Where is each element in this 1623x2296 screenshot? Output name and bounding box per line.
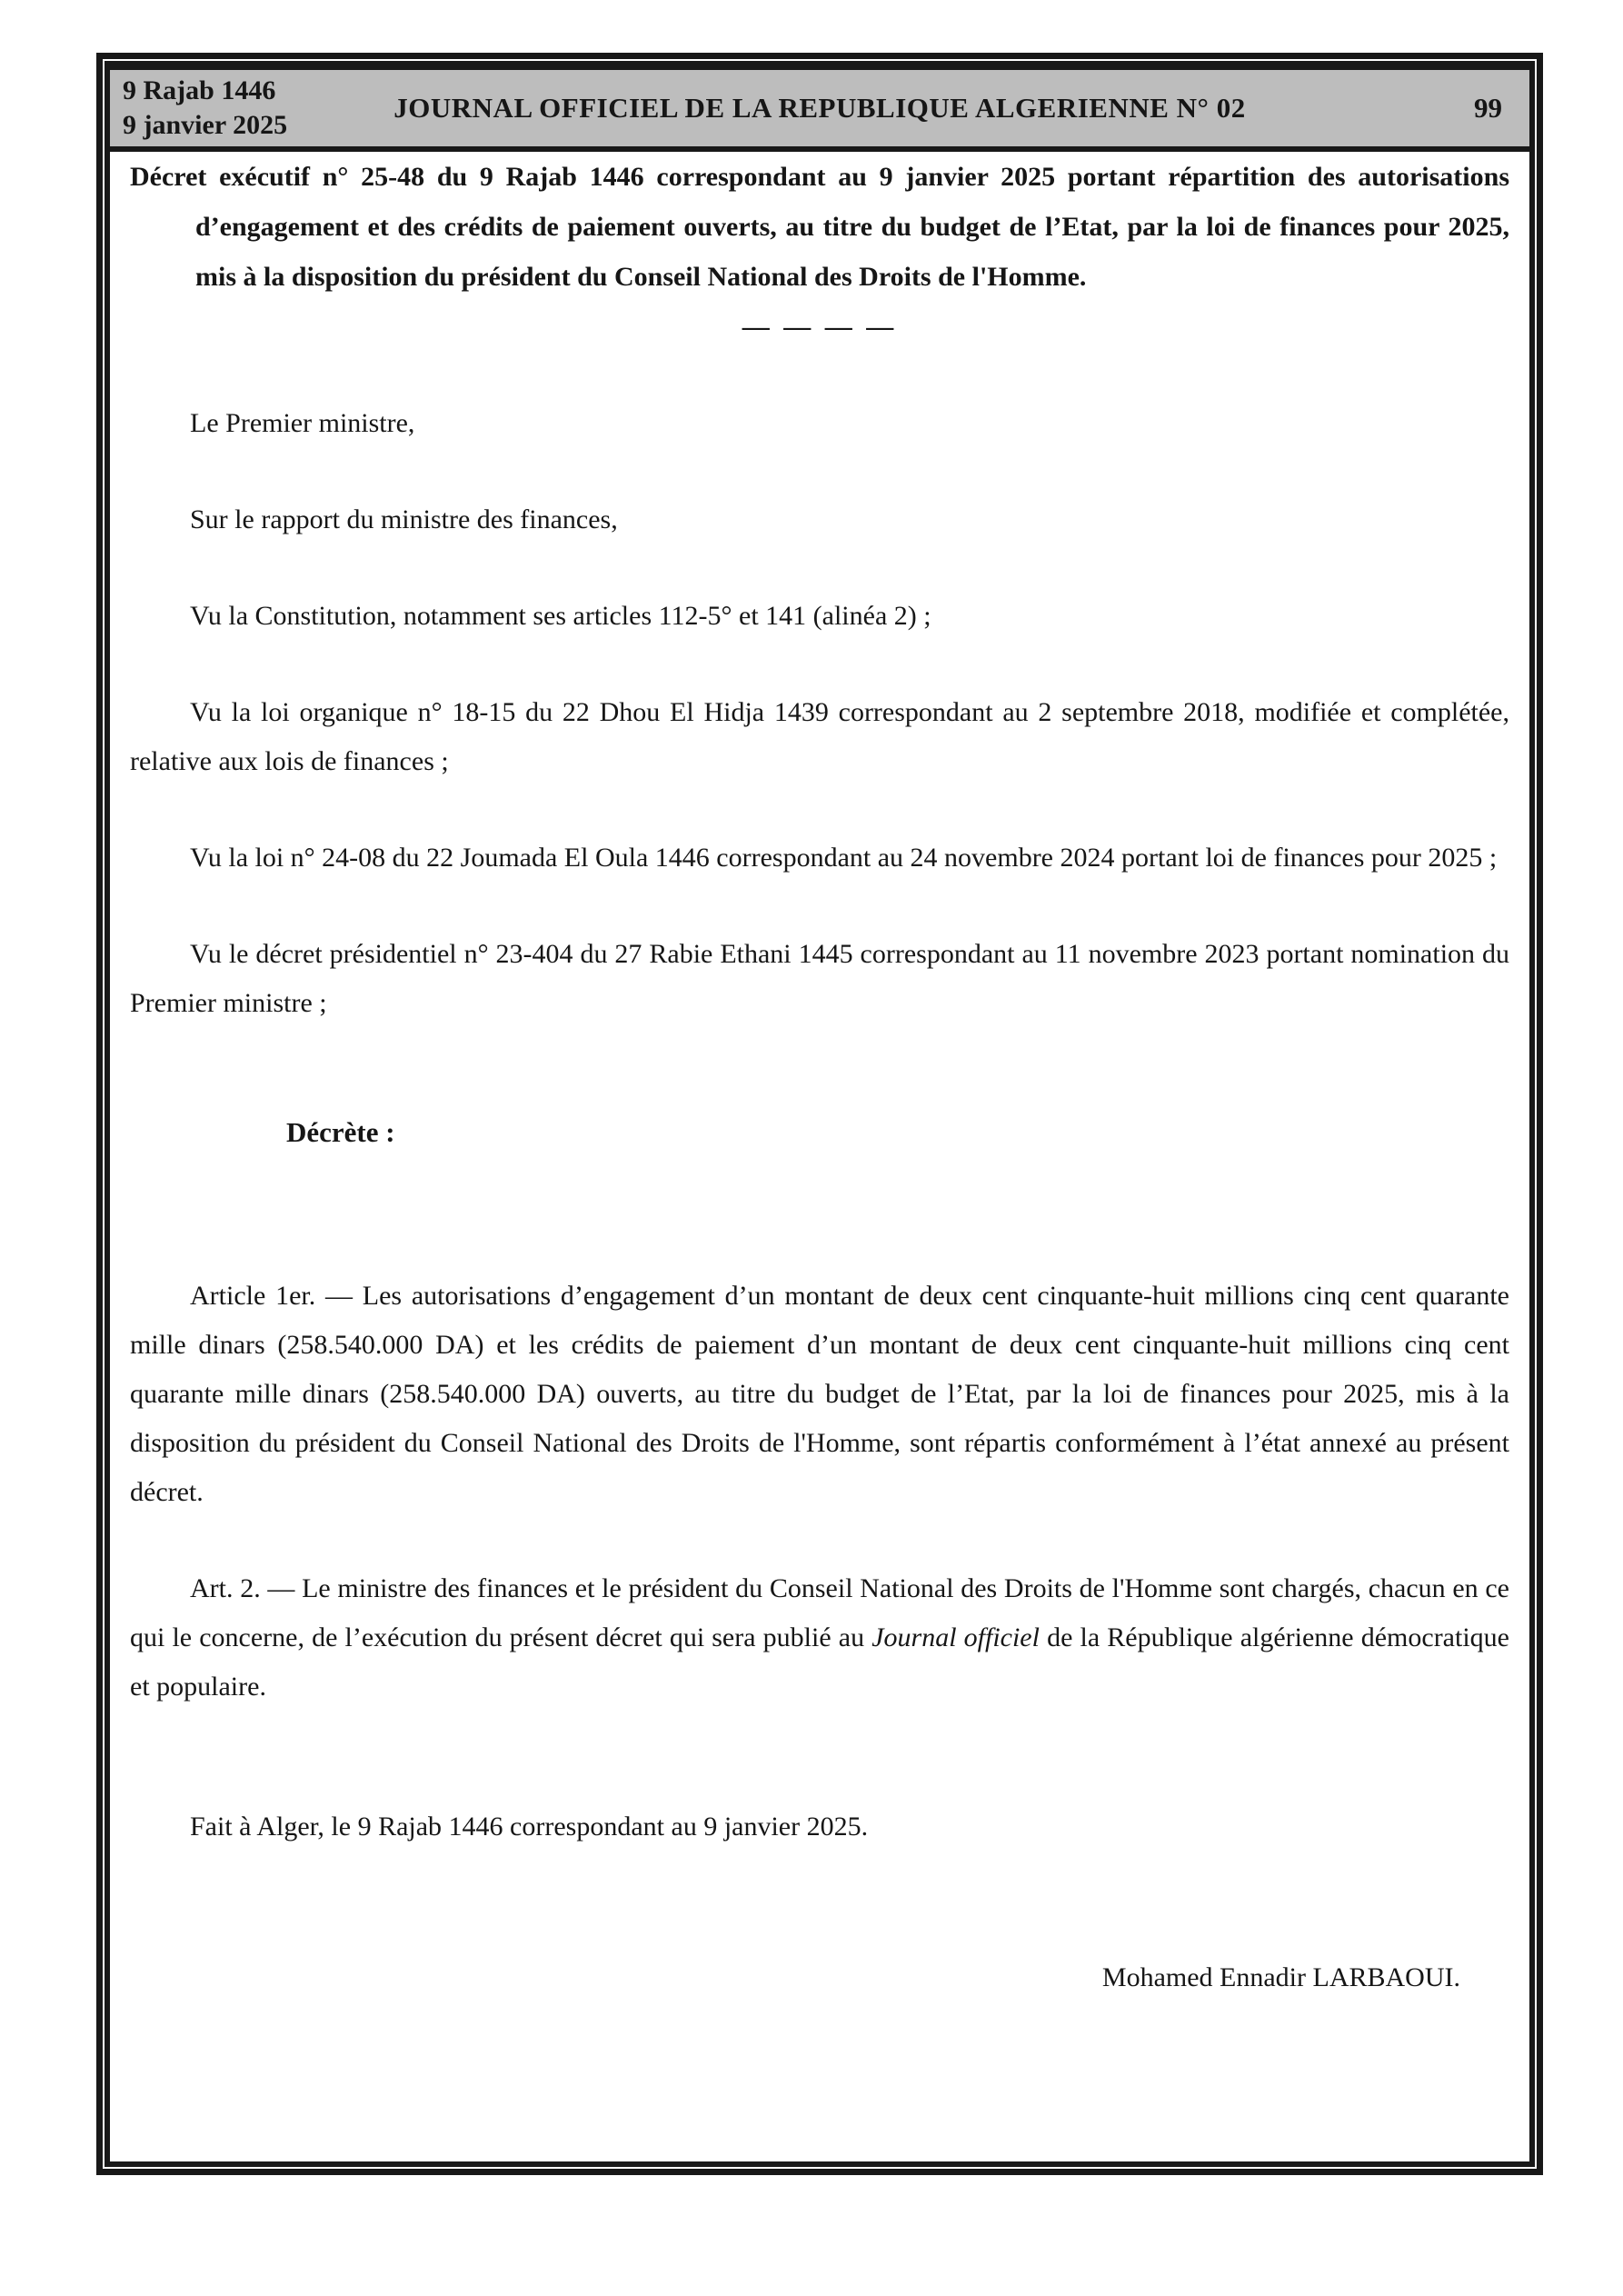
journal-officiel-italic: Journal officiel (871, 1622, 1040, 1652)
paragraph-vu-constitution: Vu la Constitution, notamment ses articles 112-5° et 141 (alinéa 2) ; (190, 601, 931, 631)
article-2 (130, 1564, 1509, 1712)
date-hijri: 9 Rajab 1446 (123, 75, 276, 105)
paragraph-vu-decret-presidentiel: Vu le décret présidentiel n° 23-404 du 27 Rabie Ethani 1445 correspondant au 11 novembre 2023 portant nomination du Premier ministre ; (130, 939, 1509, 1018)
paragraph-rapport-ministre: Sur le rapport du ministre des finances, (190, 504, 618, 534)
journal-header (110, 66, 1529, 152)
article-2-text: Art. 2. — Le ministre des finances et le président du Conseil National des Droits de l'Homme sont chargés, chacun en ce qui le concerne, de l’exécution du présent décret qui sera publié au (130, 1573, 1509, 1652)
page-frame (96, 53, 1543, 2175)
date-gregorian: 9 janvier 2025 (123, 110, 288, 140)
decree-heading: Décrète : (286, 1116, 395, 1148)
signature-name: Mohamed Ennadir LARBAOUI. (1101, 1962, 1460, 1992)
paragraph-vu-loi-organique: Vu la loi organique n° 18-15 du 22 Dhou El Hidja 1439 correspondant au 2 septembre 2018, modifiée et complétée, relative aux lois de finances ; (130, 697, 1509, 776)
page-frame-inner (105, 61, 1535, 2167)
decree-body (110, 152, 1529, 2161)
article-2-text-end: de la République algérienne démocratique et populaire. (130, 1622, 1509, 1702)
journal-title: JOURNAL OFFICIEL DE LA REPUBLIQUE ALGERIENNE N° 02 (393, 92, 1246, 124)
decree-title: Décret exécutif n° 25-48 du 9 Rajab 1446 correspondant au 9 janvier 2025 portant répartition des autorisations d’engagement et des crédits de paiement ouverts, au titre du budget de l’Etat, par la loi de finances pour 2025, mis à la disposition du président du Conseil National des Droits de l'Homme. (130, 162, 1509, 292)
paragraph-premier-ministre: Le Premier ministre, (190, 408, 415, 438)
article-1: Article 1er. — Les autorisations d’engagement d’un montant de deux cent cinquante-huit millions cinq cent quarante mille dinars (258.540.000 DA) et les crédits de paiement d’un montant de deux cent cinquante-huit millions cinq cent quarante mille dinars (258.540.000 DA) ouverts, au titre du budget de l’Etat, par la loi de finances pour 2025, mis à la disposition du président du Conseil National des Droits de l'Homme, sont répartis conformément à l’état annexé au présent décret. (130, 1281, 1509, 1507)
separator-dashes: — — — — (742, 312, 898, 342)
closing-line: Fait à Alger, le 9 Rajab 1446 correspondant au 9 janvier 2025. (190, 1812, 869, 1842)
paragraph-vu-loi-24-08: Vu la loi n° 24-08 du 22 Joumada El Oula 1446 correspondant au 24 novembre 2024 portant loi de finances pour 2025 ; (190, 843, 1498, 873)
page-number: 99 (1474, 92, 1502, 124)
